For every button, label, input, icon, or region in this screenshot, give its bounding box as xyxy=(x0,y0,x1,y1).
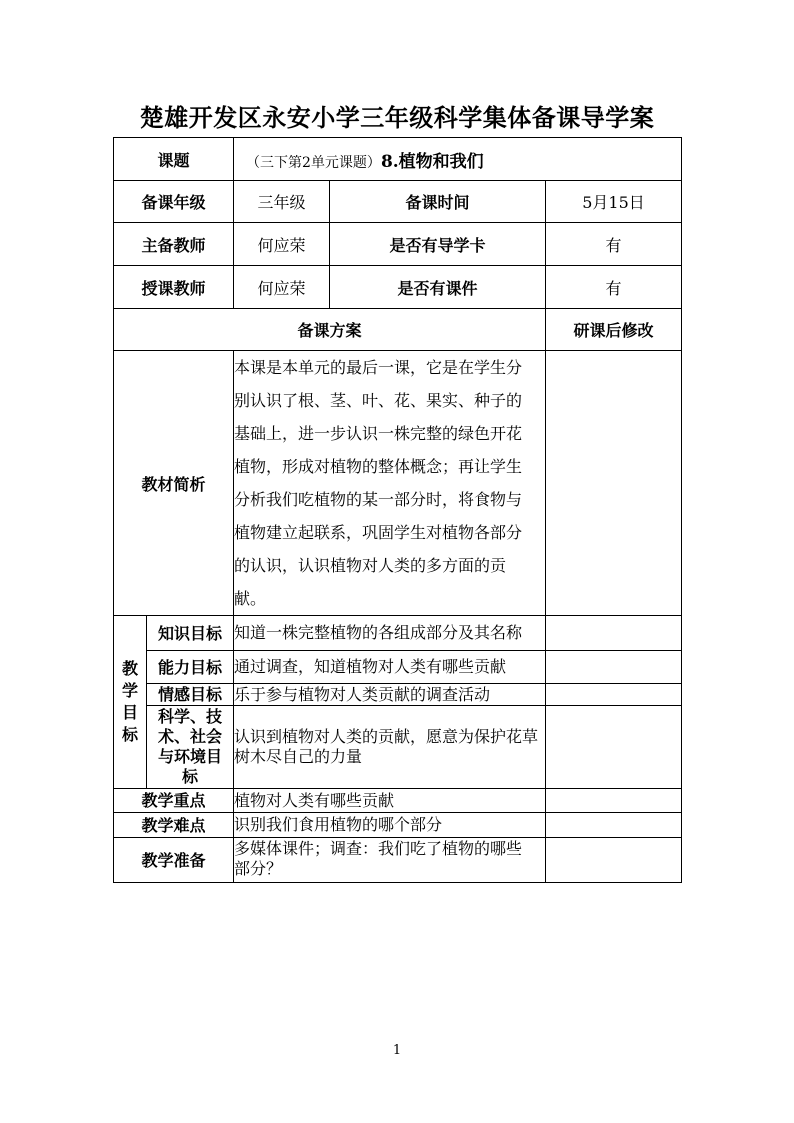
courseware-value: 有 xyxy=(546,266,682,309)
row-emotion-goal xyxy=(114,684,682,706)
time-label: 备课时间 xyxy=(330,181,546,223)
goals-label: 教 学 目 标 xyxy=(114,616,147,789)
emotion-goal-label: 情感目标 xyxy=(147,684,234,706)
courseware-label: 是否有课件 xyxy=(330,266,546,309)
row-topic xyxy=(114,138,682,181)
analysis-line: 植物，形成对植物的整体概念；再让学生 xyxy=(234,457,523,476)
analysis-line: 植物建立起联系，巩固学生对植物各部分 xyxy=(234,523,523,542)
plan-header-left: 备课方案 xyxy=(114,309,546,351)
row-preparation xyxy=(114,838,682,883)
topic-suffix: 单元课题） xyxy=(310,154,381,171)
topic-label: 课题 xyxy=(114,138,234,181)
row-ability-goal xyxy=(114,651,682,684)
teaching-teacher-label: 授课教师 xyxy=(114,266,234,309)
analysis-line: 分析我们吃植物的某一部分时，将食物与 xyxy=(234,490,523,509)
stse-goal-text: 认识到植物对人类的贡献，愿意为保护花草 树木尽自己的力量 xyxy=(234,706,546,789)
emotion-goal-revision xyxy=(546,684,682,706)
key-point-revision xyxy=(546,789,682,813)
topic-name: 8.植物和我们 xyxy=(380,151,484,172)
key-point-label: 教学重点 xyxy=(114,789,234,813)
row-knowledge-goal xyxy=(114,616,682,651)
teaching-teacher-value: 何应荣 xyxy=(234,266,330,309)
analysis-label: 教材简析 xyxy=(114,351,234,616)
card-label: 是否有导学卡 xyxy=(330,223,546,266)
card-value: 有 xyxy=(546,223,682,266)
key-point-text: 植物对人类有哪些贡献 xyxy=(234,789,546,813)
stse-goal-revision xyxy=(546,706,682,789)
row-grade xyxy=(114,181,682,223)
difficulty-text: 识别我们食用植物的哪个部分 xyxy=(234,813,546,838)
knowledge-goal-revision xyxy=(546,616,682,651)
ability-goal-label: 能力目标 xyxy=(147,651,234,684)
page-number: 1 xyxy=(392,1043,402,1058)
topic-unit: 2 xyxy=(302,154,311,171)
preparation-label: 教学准备 xyxy=(114,838,234,883)
row-difficulty xyxy=(114,813,682,838)
analysis-text xyxy=(234,351,546,616)
grade-value: 三年级 xyxy=(234,181,330,223)
main-teacher-value: 何应荣 xyxy=(234,223,330,266)
emotion-goal-text: 乐于参与植物对人类贡献的调查活动 xyxy=(234,684,546,706)
analysis-line: 的认识，认识植物对人类的多方面的贡 xyxy=(234,556,507,575)
page-title: 楚雄开发区永安小学三年级科学集体备课导学案 xyxy=(139,103,655,132)
row-plan-header xyxy=(114,309,682,351)
analysis-line: 别认识了根、茎、叶、花、果实、种子的 xyxy=(234,391,523,410)
row-stse-goal xyxy=(114,706,682,789)
preparation-text: 多媒体课件；调查：我们吃了植物的哪些 部分？ xyxy=(234,838,546,883)
analysis-line: 本课是本单元的最后一课，它是在学生分 xyxy=(234,358,523,377)
difficulty-revision xyxy=(546,813,682,838)
ability-goal-text: 通过调查，知道植物对人类有哪些贡献 xyxy=(234,651,546,684)
main-teacher-label: 主备教师 xyxy=(114,223,234,266)
row-analysis xyxy=(114,351,682,616)
analysis-line: 基础上，进一步认识一株完整的绿色开花 xyxy=(234,424,523,443)
plan-header-right: 研课后修改 xyxy=(546,309,682,351)
row-teaching-teacher xyxy=(114,266,682,309)
difficulty-label: 教学难点 xyxy=(114,813,234,838)
ability-goal-revision xyxy=(546,651,682,684)
analysis-revision xyxy=(546,351,682,616)
grade-label: 备课年级 xyxy=(114,181,234,223)
preparation-revision xyxy=(546,838,682,883)
stse-goal-label: 科学、技 术、社会 与环境目 标 xyxy=(147,706,234,789)
topic-prefix: （三下第 xyxy=(246,154,303,171)
knowledge-goal-label: 知识目标 xyxy=(147,616,234,651)
analysis-line: 献。 xyxy=(234,589,267,608)
row-key-point xyxy=(114,789,682,813)
row-main-teacher xyxy=(114,223,682,266)
knowledge-goal-text: 知道一株完整植物的各组成部分及其名称 xyxy=(234,616,546,651)
time-value: 5月15日 xyxy=(546,181,682,223)
lesson-plan-table xyxy=(113,137,682,883)
topic-value xyxy=(234,138,682,181)
